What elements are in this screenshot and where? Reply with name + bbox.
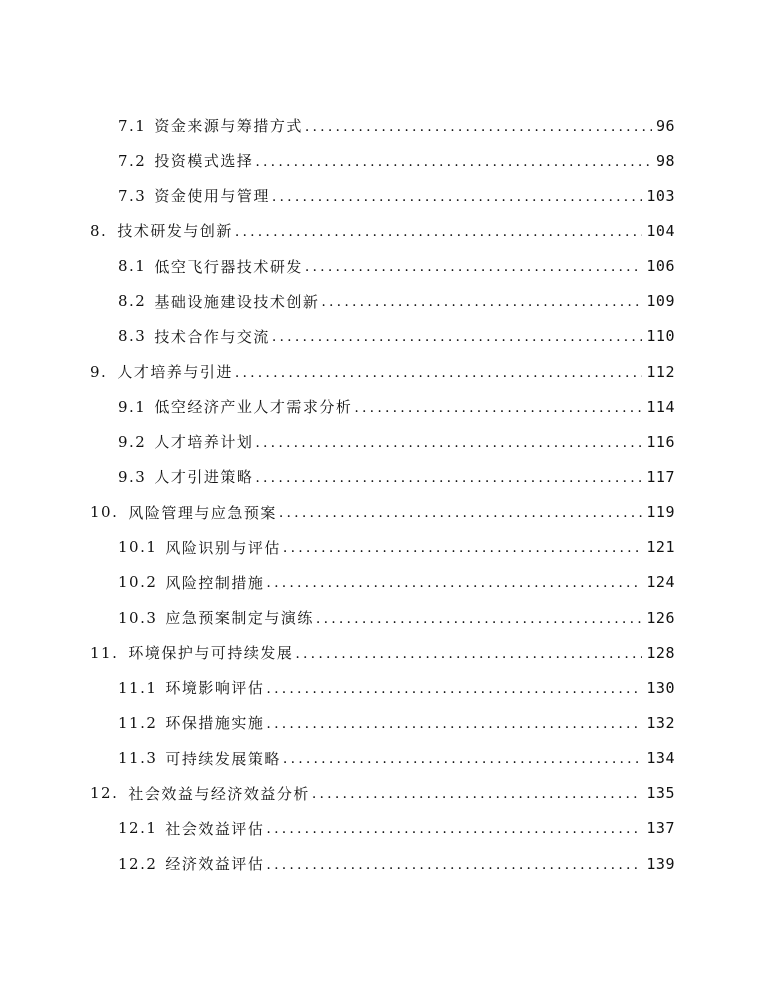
dot-leader [266, 716, 642, 732]
dot-leader [266, 821, 642, 837]
toc-entry-8[interactable] [90, 213, 675, 248]
toc-entry-page: 132 [646, 713, 675, 732]
dot-leader [266, 575, 642, 591]
toc-entry-number: 11. [90, 643, 119, 662]
toc-entry-title: 低空飞行器技术研发 [154, 257, 303, 276]
table-of-contents [0, 108, 765, 881]
dot-leader [321, 294, 642, 310]
toc-entry-page: 106 [646, 257, 675, 276]
toc-entry-9[interactable] [90, 354, 675, 389]
dot-leader [305, 119, 652, 135]
toc-entry-title: 风险控制措施 [165, 573, 265, 592]
dot-leader [316, 611, 642, 627]
toc-entry-9-1[interactable] [118, 389, 675, 424]
dot-leader [312, 786, 643, 802]
toc-entry-page: 114 [646, 397, 675, 416]
toc-entry-8-3[interactable] [118, 319, 675, 354]
toc-entry-page: 98 [655, 151, 675, 170]
toc-entry-12-1[interactable] [118, 811, 675, 846]
toc-entry-title: 风险管理与应急预案 [128, 503, 277, 522]
toc-entry-page: 103 [646, 186, 675, 205]
dot-leader [305, 259, 643, 275]
dot-leader [255, 470, 642, 486]
toc-entry-title: 可持续发展策略 [165, 749, 281, 768]
toc-entry-11-2[interactable] [118, 705, 675, 740]
toc-entry-number: 8. [90, 221, 108, 240]
toc-entry-title: 社会效益与经济效益分析 [128, 784, 310, 803]
dot-leader [283, 540, 642, 556]
dot-leader [354, 400, 642, 416]
toc-entry-number: 9. [90, 362, 108, 381]
toc-entry-page: 109 [646, 292, 675, 311]
toc-entry-number: 8.1 [118, 257, 147, 276]
toc-entry-number: 10. [90, 503, 119, 522]
toc-entry-page: 119 [646, 503, 675, 522]
toc-entry-7-3[interactable] [118, 178, 675, 213]
toc-entry-page: 110 [646, 327, 675, 346]
toc-entry-title: 投资模式选择 [154, 152, 254, 171]
toc-entry-page: 116 [646, 432, 675, 451]
toc-entry-10-2[interactable] [118, 565, 675, 600]
toc-entry-page: 121 [646, 538, 675, 557]
toc-entry-title: 应急预案制定与演练 [165, 609, 314, 628]
toc-entry-title: 资金使用与管理 [154, 187, 270, 206]
toc-entry-title: 经济效益评估 [165, 855, 265, 874]
toc-entry-title: 低空经济产业人才需求分析 [154, 398, 353, 417]
toc-entry-page: 124 [646, 573, 675, 592]
toc-entry-number: 7.2 [118, 151, 147, 170]
toc-entry-title: 风险识别与评估 [165, 538, 281, 557]
toc-entry-11-1[interactable] [118, 670, 675, 705]
toc-entry-number: 9.2 [118, 432, 147, 451]
toc-entry-page: 128 [646, 643, 675, 662]
toc-entry-title: 技术合作与交流 [154, 327, 270, 346]
toc-entry-number: 8.2 [118, 292, 147, 311]
toc-entry-number: 10.3 [118, 608, 158, 627]
toc-entry-title: 环境影响评估 [165, 679, 265, 698]
toc-entry-title: 基础设施建设技术创新 [154, 292, 320, 311]
dot-leader [235, 224, 643, 240]
toc-entry-page: 104 [646, 221, 675, 240]
toc-entry-number: 7.1 [118, 116, 147, 135]
toc-entry-title: 环保措施实施 [165, 714, 265, 733]
toc-entry-title: 人才引进策略 [154, 468, 254, 487]
toc-entry-page: 135 [646, 784, 675, 803]
toc-entry-number: 7.3 [118, 186, 147, 205]
dot-leader [272, 189, 643, 205]
dot-leader [255, 154, 652, 170]
toc-entry-12-2[interactable] [118, 846, 675, 881]
toc-entry-page: 134 [646, 749, 675, 768]
dot-leader [235, 365, 643, 381]
toc-entry-number: 8.3 [118, 327, 147, 346]
toc-entry-page: 130 [646, 678, 675, 697]
toc-entry-title: 环境保护与可持续发展 [128, 644, 294, 663]
dot-leader [295, 646, 642, 662]
toc-entry-number: 9.1 [118, 397, 147, 416]
toc-entry-title: 人才培养计划 [154, 433, 254, 452]
toc-entry-number: 12.2 [118, 854, 158, 873]
dot-leader [279, 505, 643, 521]
toc-entry-8-2[interactable] [118, 284, 675, 319]
toc-entry-10-3[interactable] [118, 600, 675, 635]
toc-entry-number: 10.2 [118, 573, 158, 592]
toc-entry-number: 9.3 [118, 467, 147, 486]
dot-leader [283, 751, 642, 767]
toc-entry-9-3[interactable] [118, 459, 675, 494]
toc-entry-10-1[interactable] [118, 530, 675, 565]
toc-entry-title: 人才培养与引进 [117, 363, 233, 382]
toc-entry-number: 11.1 [118, 678, 158, 697]
toc-entry-11[interactable] [90, 635, 675, 670]
toc-entry-number: 11.3 [118, 749, 158, 768]
toc-entry-number: 12. [90, 784, 119, 803]
toc-entry-page: 126 [646, 608, 675, 627]
toc-entry-number: 12.1 [118, 819, 158, 838]
toc-entry-page: 117 [646, 467, 675, 486]
toc-entry-7-1[interactable] [118, 108, 675, 143]
dot-leader [266, 857, 642, 873]
toc-entry-11-3[interactable] [118, 741, 675, 776]
toc-entry-page: 96 [655, 116, 675, 135]
toc-entry-10[interactable] [90, 495, 675, 530]
toc-entry-number: 11.2 [118, 713, 158, 732]
dot-leader [255, 435, 642, 451]
toc-entry-page: 137 [646, 819, 675, 838]
toc-entry-page: 139 [646, 854, 675, 873]
toc-entry-title: 技术研发与创新 [117, 222, 233, 241]
toc-entry-page: 112 [646, 362, 675, 381]
toc-entry-title: 社会效益评估 [165, 819, 265, 838]
toc-entry-number: 10.1 [118, 538, 158, 557]
toc-entry-7-2[interactable] [118, 143, 675, 178]
toc-entry-8-1[interactable] [118, 249, 675, 284]
toc-entry-title: 资金来源与筹措方式 [154, 117, 303, 136]
toc-entry-12[interactable] [90, 776, 675, 811]
toc-entry-9-2[interactable] [118, 424, 675, 459]
dot-leader [266, 681, 642, 697]
dot-leader [272, 329, 643, 345]
